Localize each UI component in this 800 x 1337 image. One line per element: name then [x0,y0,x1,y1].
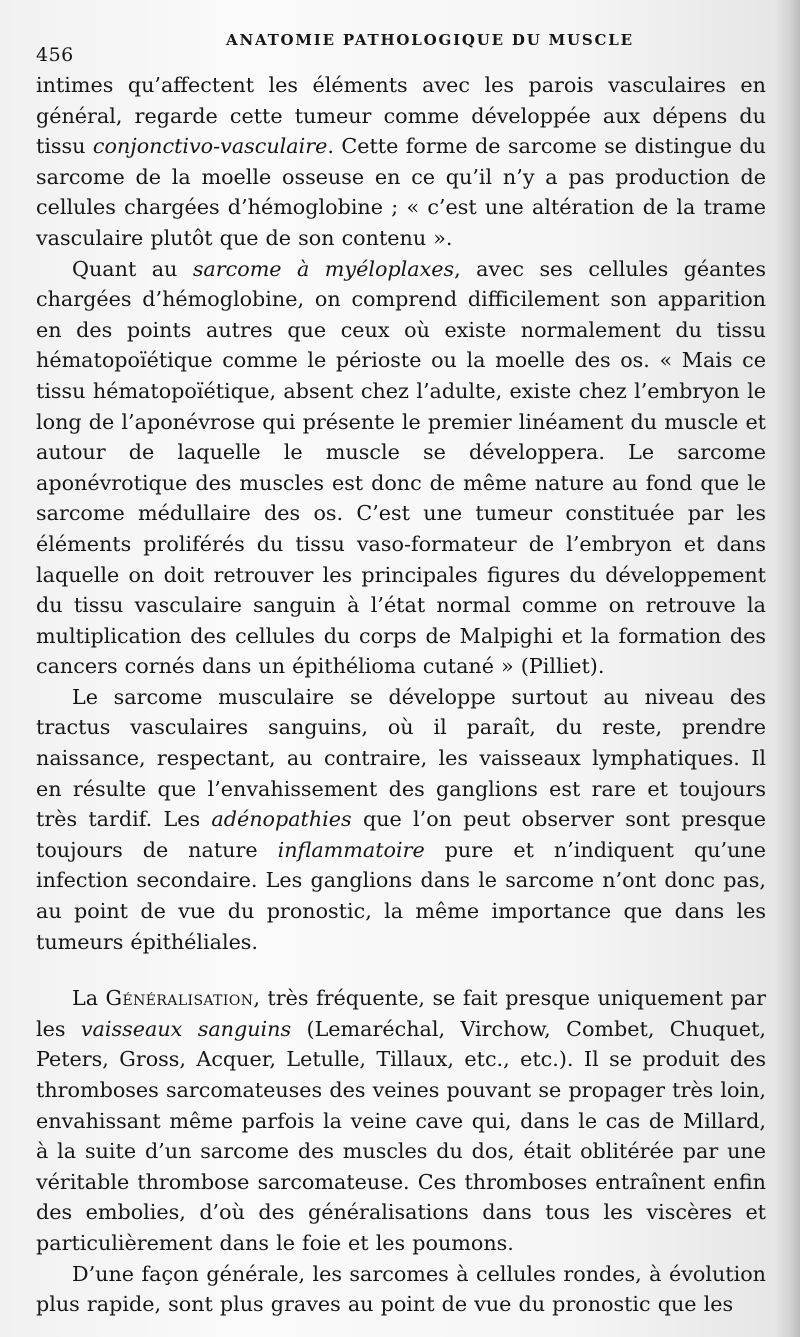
paragraph-5-text-a: D’une façon générale, les sarcomes à cellules rondes, à évolution plus rapide, sont plus graves au point de vue du pronostic que les [36,1261,766,1317]
paragraph-1-italic: conjonctivo-vasculaire [92,134,328,159]
paragraph-3 [36,682,766,957]
section-gap [36,957,766,983]
paragraph-3-italic-1: adénopathies [211,807,352,832]
paragraph-4-text-e: (Lemaréchal, Virchow, Combet, Chuquet, Peters, Gross, Acquer, Letulle, Tillaux, etc., etc.). Il se produit des thromboses sarcomateuses des veines pouvant se propager très loin, envahissant même parfois la veine cave qui, dans le cas de Millard, à la suite d’un sarcome des muscles du dos, était oblitérée par une véritable thrombose sarcomateuse. Ces thromboses entraînent enfin des embolies, d’où des généralisations dans tous les viscères et particulièrement dans le foie et les poumons. [36,1016,766,1255]
paragraph-2-text-c: , avec ses cellules géantes chargées d’hémoglobine, on comprend difficilement son apparition en des points autres que ceux où existe normalement du tissu hématopoïétique comme le périoste ou la moelle des os. « Mais ce tissu hématopoïétique, absent chez l’adulte, existe chez l’embryon le long de l’aponévrose qui présente le premier linéament du muscle et autour de laquelle le muscle se développera. Le sarcome aponévrotique des muscles est donc de même nature au fond que le sarcome médullaire des os. C’est une tumeur constituée par les éléments proliférés du tissu vaso-formateur de l’embryon et dans laquelle on doit retrouver les principales figures du développement du tissu vasculaire sanguin à l’état normal comme on retrouve la multiplication des cellules du corps de Malpighi et la formation des cancers cornés dans un épithélioma cutané » (Pilliet). [36,256,766,679]
page-number: 456 [36,44,74,66]
paragraph-2-italic: sarcome à myéloplaxes [192,256,455,281]
paragraph-1-text-c: . Cette forme de sarcome se distingue du sarcome de la moelle osseuse en ce qu’il n’y a pas production de cellules chargées d’hémoglobine ; « c’est une altération de la trame vasculaire plutôt que de son contenu ». [36,134,766,250]
paragraph-4-text-c: , très fréquente, se fait presque uniquement par les [36,986,766,1041]
page-header [36,28,776,66]
paragraph-3-italic-2: inflammatoire [277,837,425,862]
paragraph-2-text-a: Quant au [72,256,193,281]
paragraph-5 [36,1259,766,1320]
paragraph-1 [36,70,766,254]
paragraph-4-text-a: La [72,986,106,1011]
paragraph-3-text-a: Le sarcome musculaire se développe surtout au niveau des tractus vasculaires sanguins, où il paraît, du reste, prendre naissance, respectant, au contraire, les vaisseaux lymphatiques. Il en résulte que l’envahissement des ganglions est rare et toujours très tardif. Les [36,684,766,832]
paragraph-3-text-c: que l’on peut observer sont presque toujours de nature [36,807,766,862]
running-title: ANATOMIE PATHOLOGIQUE DU MUSCLE [226,31,634,49]
paragraph-4-italic: vaisseaux sanguins [80,1016,292,1041]
paragraph-4-smallcaps-term: Généralisation [105,986,254,1011]
paragraph-4 [36,983,766,1258]
body-text [36,70,766,1320]
page-edge-shadow [774,0,800,1337]
paragraph-2 [36,254,766,682]
paragraph-3-text-e: pure et n’indiquent qu’une infection secondaire. Les ganglions dans le sarcome n’ont donc pas, au point de vue du pronostic, la même importance que dans les tumeurs épithéliales. [36,837,766,954]
paragraph-1-text-a: intimes qu’affectent les éléments avec les parois vasculaires en général, regarde cette tumeur comme développée aux dépens du tissu [36,73,766,159]
